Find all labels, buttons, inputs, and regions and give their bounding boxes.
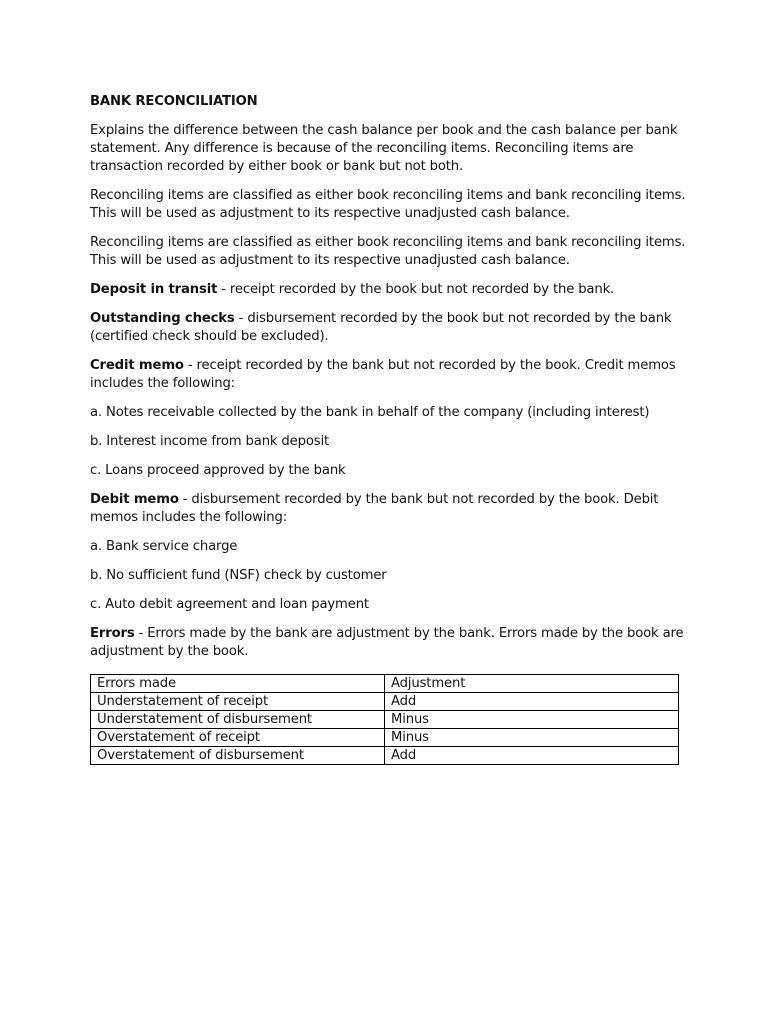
debit-memo-item-a: a. Bank service charge [90,539,238,554]
credit-memo-text: - receipt recorded by the bank but not recorded by the book. Credit memos includes the following: [90,358,676,391]
intro-paragraph-1: Explains the difference between the cash balance per book and the cash balance per bank statement. Any difference is because of the reconciling items. Reconciling items are transaction recorded by either book or bank but not both. [90,123,678,174]
credit-memo-paragraph [90,357,690,393]
document-title: BANK RECONCILIATION [90,94,258,109]
table-cell-error: Understatement of disbursement [91,711,385,729]
table-header-adjustment: Adjustment [385,675,679,693]
debit-memo-text: - disbursement recorded by the bank but not recorded by the book. Debit memos includes the following: [90,492,659,525]
credit-memo-term: Credit memo [90,358,184,373]
errors-paragraph [90,625,690,661]
credit-memo-item-b: b. Interest income from bank deposit [90,434,330,449]
deposit-in-transit-text: - receipt recorded by the book but not recorded by the bank. [217,282,615,297]
table-cell-adjustment: Add [385,747,679,765]
outstanding-checks-paragraph [90,310,690,346]
deposit-in-transit-paragraph [90,281,690,299]
table-cell-error: Understatement of receipt [91,693,385,711]
table-cell-adjustment: Add [385,693,679,711]
table-cell-adjustment: Minus [385,729,679,747]
debit-memo-term: Debit memo [90,492,179,507]
debit-memo-item-b: b. No sufficient fund (NSF) check by customer [90,568,387,583]
intro-paragraph-2: Reconciling items are classified as either book reconciling items and bank reconciling items. This will be used as adjustment to its respective unadjusted cash balance. [90,188,686,221]
credit-memo-item-c: c. Loans proceed approved by the bank [90,463,346,478]
table-row [91,711,679,729]
table-row [91,693,679,711]
document-page [90,93,690,765]
debit-memo-item-c: c. Auto debit agreement and loan payment [90,597,369,612]
errors-text: - Errors made by the bank are adjustment by the bank. Errors made by the book are adjustment by the book. [90,626,684,659]
credit-memo-item-a: a. Notes receivable collected by the bank in behalf of the company (including interest) [90,405,650,420]
deposit-in-transit-term: Deposit in transit [90,282,218,297]
table-header-row [91,675,679,693]
outstanding-checks-text: - disbursement recorded by the book but not recorded by the bank (certified check should be excluded). [90,311,672,344]
errors-table [90,674,679,765]
table-cell-adjustment: Minus [385,711,679,729]
errors-term: Errors [90,626,135,641]
debit-memo-paragraph [90,491,690,527]
table-row [91,747,679,765]
table-cell-error: Overstatement of disbursement [91,747,385,765]
outstanding-checks-term: Outstanding checks [90,311,235,326]
intro-paragraph-3: Reconciling items are classified as either book reconciling items and bank reconciling items. This will be used as adjustment to its respective unadjusted cash balance. [90,235,686,268]
table-cell-error: Overstatement of receipt [91,729,385,747]
table-row [91,729,679,747]
table-header-errors-made: Errors made [91,675,385,693]
